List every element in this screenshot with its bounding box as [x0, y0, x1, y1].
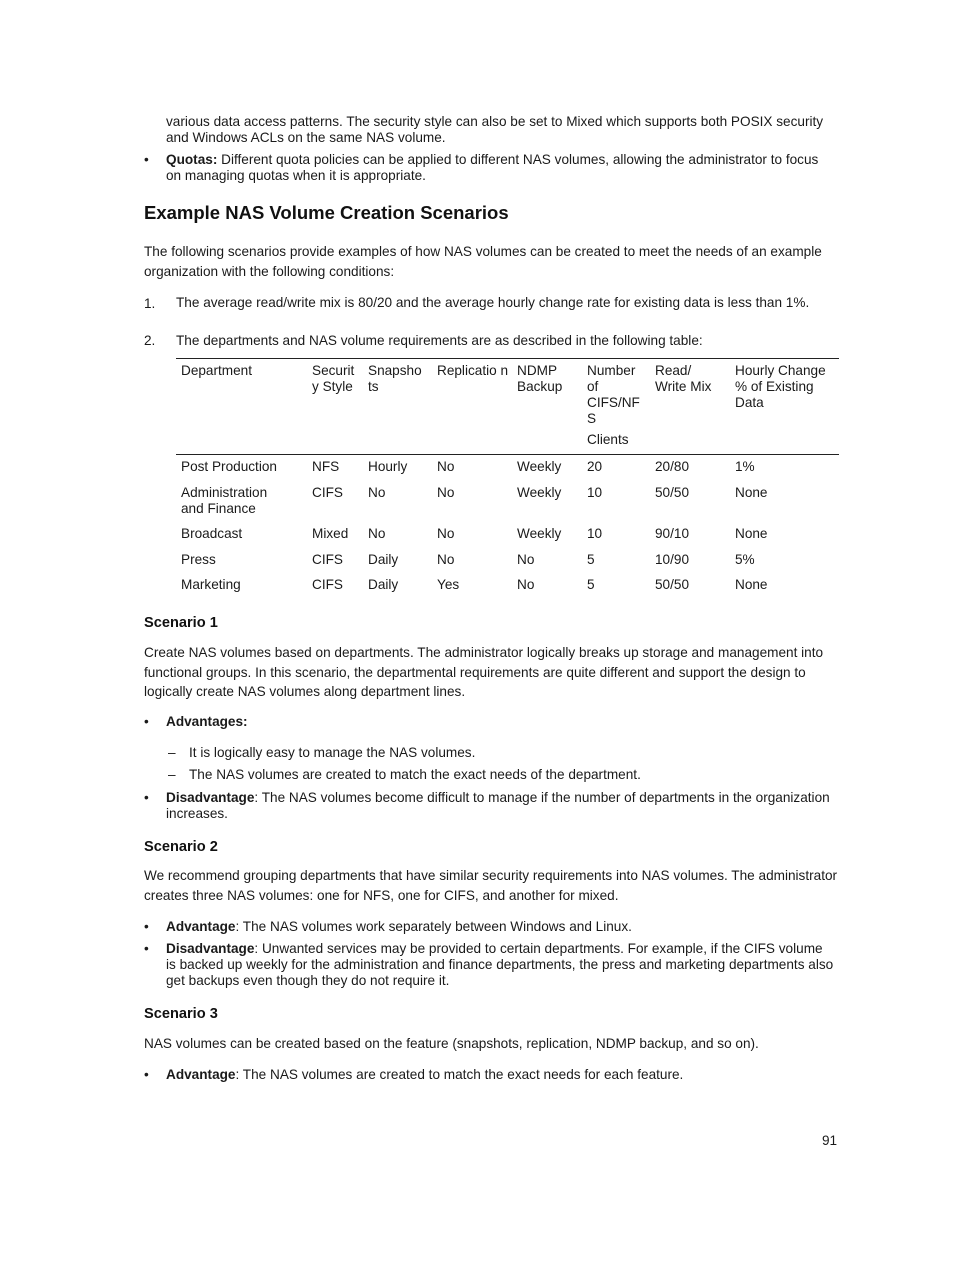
table-cell: CIFS — [312, 485, 343, 500]
table-cell: Post Production — [181, 459, 277, 474]
table-cell: Yes — [437, 577, 460, 592]
table-header-cell: Number of CIFS/NF S — [587, 363, 640, 426]
table-cell: NFS — [312, 459, 340, 474]
list-number-1: 1. — [144, 296, 156, 311]
advantages-bullet-text — [166, 714, 836, 730]
table-cell: 10/90 — [655, 552, 690, 567]
table-cell: Hourly — [368, 459, 408, 474]
table-cell: No — [437, 552, 455, 567]
table-header-cell: Replicatio n — [437, 363, 509, 378]
advantage-subitem: The NAS volumes are created to match the exact needs of the department. — [189, 767, 641, 782]
advantage-bullet-text — [166, 919, 836, 935]
table-cell: Weekly — [517, 485, 562, 500]
table-header-cell-extra: Clients — [587, 432, 629, 447]
table-cell: No — [368, 485, 386, 500]
table-cell: Daily — [368, 577, 399, 592]
scenario-2-text: We recommend grouping departments that have similar security requirements into NAS volumes. The administrator creates three NAS volumes: one for NFS, one for CIFS, and another for mixed. — [144, 868, 838, 903]
table-header-cell: Snapsho ts — [368, 363, 422, 394]
table-cell: No — [368, 526, 386, 541]
table-header-cell: Hourly Change % of Existing Data — [735, 363, 826, 410]
bullet-glyph: • — [144, 1067, 149, 1082]
table-top-rule — [176, 358, 839, 359]
table-cell: 10 — [587, 485, 603, 500]
advantage-description: : The NAS volumes are created to match the exact needs for each feature. — [235, 1067, 684, 1082]
quotas-bullet-text — [166, 152, 836, 184]
table-cell: 5 — [587, 577, 595, 592]
advantage-subitem: It is logically easy to manage the NAS volumes. — [189, 745, 476, 760]
advantage-bullet-text — [166, 1067, 836, 1083]
table-cell: 90/10 — [655, 526, 690, 541]
table-cell: 20/80 — [655, 459, 690, 474]
bullet-glyph: • — [144, 790, 149, 805]
table-cell: Mixed — [312, 526, 349, 541]
bullet-glyph: • — [144, 919, 149, 934]
section-intro: The following scenarios provide examples of how NAS volumes can be created to meet the needs of an example organization with the following conditions: — [144, 244, 822, 279]
list-text-2: The departments and NAS volume requirements are as described in the following table: — [176, 333, 703, 348]
table-cell: None — [735, 526, 768, 541]
advantage-description: : The NAS volumes work separately between Windows and Linux. — [235, 919, 632, 934]
table-header-cell: Read/ Write Mix — [655, 363, 712, 394]
table-cell: Weekly — [517, 526, 562, 541]
disadvantage-bullet-text — [166, 941, 836, 989]
table-cell: 10 — [587, 526, 603, 541]
table-header-cell: Securit y Style — [312, 363, 355, 394]
table-cell: Press — [181, 552, 216, 567]
quotas-description: Different quota policies can be applied to different NAS volumes, allowing the administrator to focus on managing quotas when it is appropriate. — [166, 152, 819, 183]
table-cell: No — [437, 485, 455, 500]
dash-glyph: – — [168, 745, 176, 760]
disadvantage-description: : Unwanted services may be provided to certain departments. For example, if the CIFS volume is backed up weekly for the administration and finance departments, the press and marketing departments also get backups even though they do not require it. — [166, 941, 834, 988]
disadvantage-label: Disadvantage — [166, 790, 255, 805]
table-cell: 50/50 — [655, 577, 690, 592]
table-cell: Marketing — [181, 577, 241, 592]
bullet-glyph: • — [144, 714, 149, 729]
scenario-1-heading: Scenario 1 — [144, 615, 218, 631]
table-cell: No — [517, 577, 535, 592]
disadvantage-bullet-text — [166, 790, 836, 822]
table-cell: CIFS — [312, 577, 343, 592]
table-cell: No — [517, 552, 535, 567]
table-cell: 1% — [735, 459, 755, 474]
table-cell: 50/50 — [655, 485, 690, 500]
list-text-1: The average read/write mix is 80/20 and the average hourly change rate for existing data is less than 1%. — [176, 295, 810, 310]
bullet-glyph: • — [144, 152, 149, 167]
scenario-1-text: Create NAS volumes based on departments. The administrator logically breaks up storage and management into functional groups. In this scenario, the departmental requirements are quite different and support the design to logically create NAS volumes along department lines. — [144, 645, 824, 699]
table-cell: 5 — [587, 552, 595, 567]
table-cell: 20 — [587, 459, 603, 474]
table-cell: None — [735, 485, 768, 500]
disadvantage-label: Disadvantage — [166, 941, 255, 956]
continued-paragraph: various data access patterns. The security style can also be set to Mixed which supports both POSIX security and Windows ACLs on the same NAS volume. — [166, 114, 824, 145]
table-header-rule — [176, 454, 839, 455]
table-cell: Daily — [368, 552, 399, 567]
scenario-3-text: NAS volumes can be created based on the feature (snapshots, replication, NDMP backup, and so on). — [144, 1036, 759, 1051]
table-cell: No — [437, 459, 455, 474]
table-header-cell: Department — [181, 363, 253, 378]
table-cell: Administration and Finance — [181, 485, 268, 516]
scenario-3-heading: Scenario 3 — [144, 1006, 218, 1022]
advantages-label: Advantages: — [166, 714, 248, 729]
disadvantage-description: : The NAS volumes become difficult to manage if the number of departments in the organization increases. — [166, 790, 830, 821]
section-heading: Example NAS Volume Creation Scenarios — [144, 202, 509, 223]
dash-glyph: – — [168, 767, 176, 782]
table-cell: Weekly — [517, 459, 562, 474]
advantage-label: Advantage — [166, 919, 236, 934]
table-cell: Broadcast — [181, 526, 243, 541]
list-number-2: 2. — [144, 333, 156, 348]
scenario-2-heading: Scenario 2 — [144, 839, 218, 855]
bullet-glyph: • — [144, 941, 149, 956]
page-number: 91 — [822, 1133, 838, 1148]
table-cell: No — [437, 526, 455, 541]
advantage-label: Advantage — [166, 1067, 236, 1082]
table-header-cell: NDMP Backup — [517, 363, 563, 394]
quotas-label: Quotas: — [166, 152, 218, 167]
table-cell: CIFS — [312, 552, 343, 567]
table-cell: None — [735, 577, 768, 592]
table-cell: 5% — [735, 552, 755, 567]
